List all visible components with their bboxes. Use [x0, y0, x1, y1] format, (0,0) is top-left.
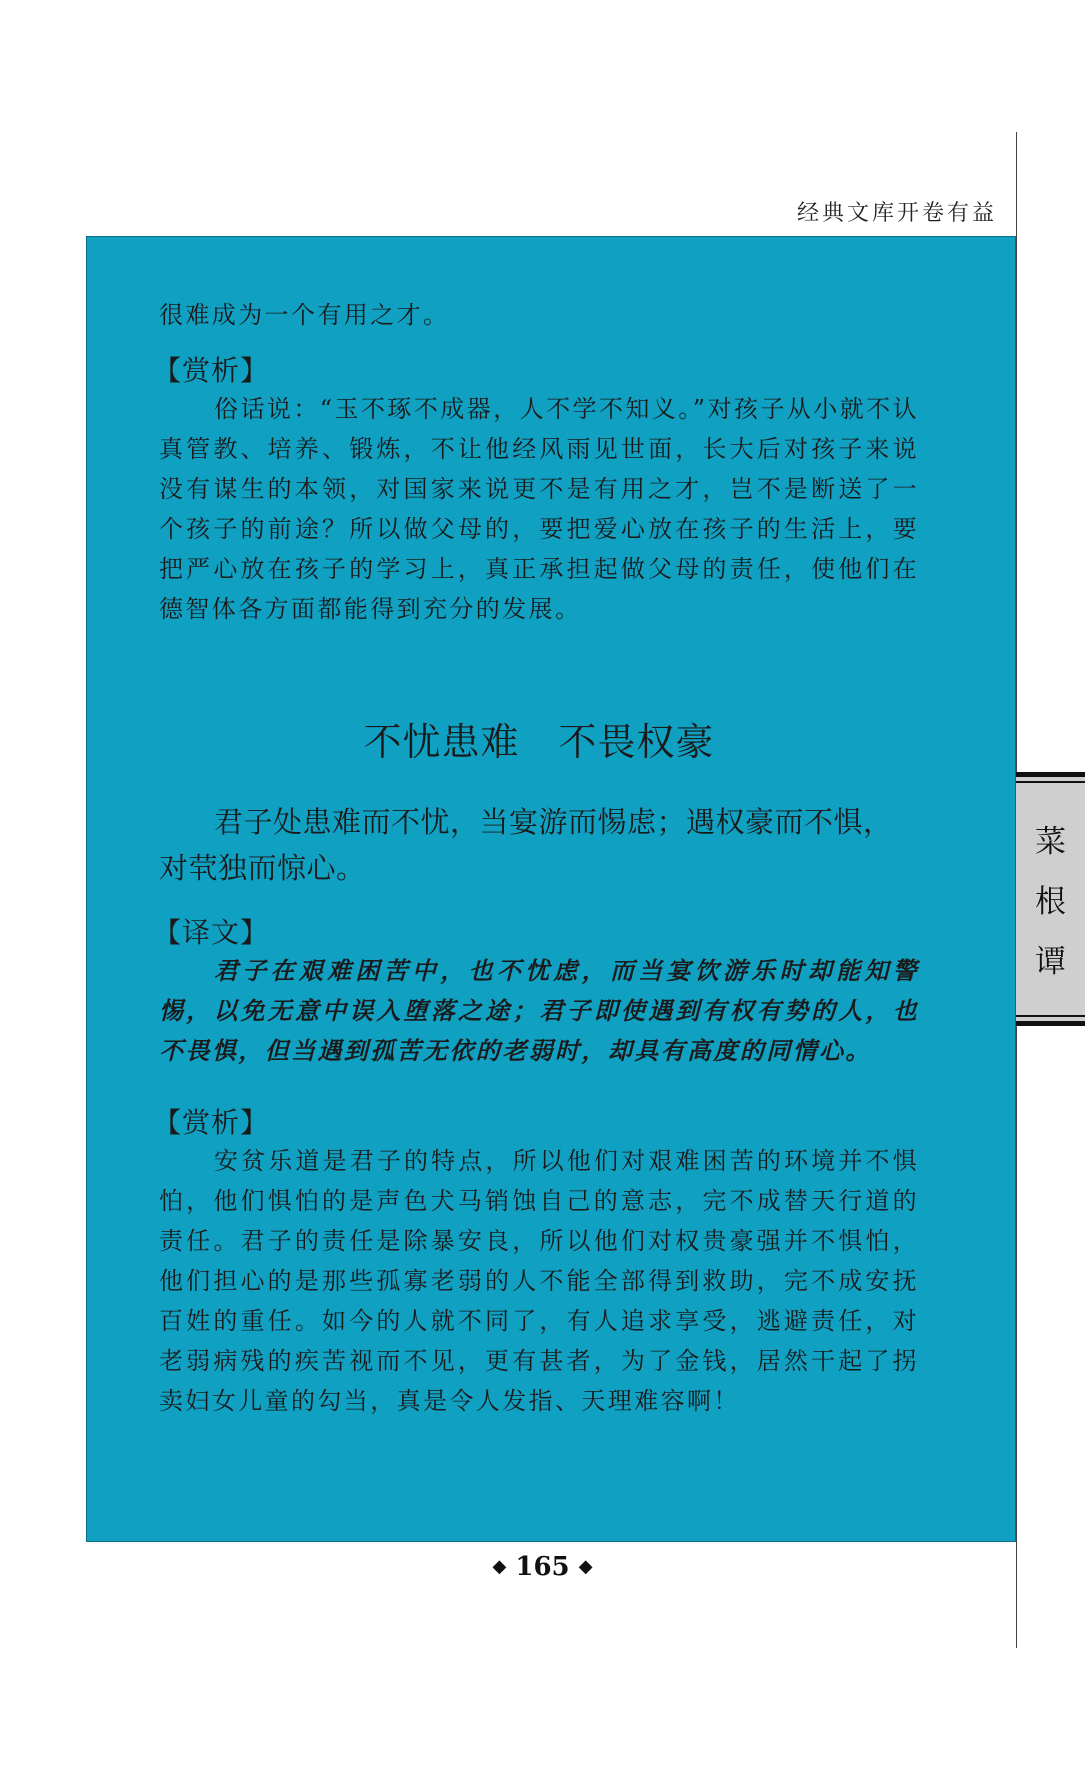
side-tab: [1016, 772, 1085, 1026]
tab-rule-bottom-thin: [1016, 1015, 1085, 1017]
original-text: 君子处患难而不忧，当宴游而惕虑；遇权豪而不惧，对茕独而惊心。: [159, 805, 893, 885]
running-header: 经典文库开卷有益: [796, 201, 997, 226]
section-label-appreciation: 【赏析】: [153, 354, 270, 387]
diamond-icon: ◆: [578, 1556, 593, 1577]
continuation-text: 很难成为一个有用之才。: [159, 301, 450, 329]
side-tab-char: 菜: [1035, 824, 1066, 860]
diamond-icon: ◆: [492, 1556, 507, 1577]
page-number: 165: [515, 1552, 570, 1582]
tab-rule-top-thin: [1016, 781, 1085, 783]
side-tab-title: [1016, 812, 1085, 992]
side-tab-char: 根: [1035, 884, 1066, 920]
entry-title: 不忧患难 不畏权豪: [363, 720, 715, 764]
side-tab-char: 谭: [1035, 944, 1066, 980]
translation-paragraph: 君子在艰难困苦中，也不忧虑，而当宴饮游乐时却能知警惕，以免无意中误入堕落之途；君子即使遇到有权有势的人，也不畏惧，但当遇到孤苦无依的老弱时，却具有高度的同情心。: [159, 956, 919, 1065]
appreciation-paragraph-2: 安贫乐道是君子的特点，所以他们对艰难困苦的环境并不惧怕，他们惧怕的是声色犬马销蚀自己的意志，完不成替天行道的责任。君子的责任是除暴安良，所以他们对权贵豪强并不惧怕，他们担心的是那些孤寡老弱的人不能全部得到救助，完不成安抚百姓的重任。如今的人就不同了，有人追求享受，逃避责任，对老弱病残的疾苦视而不见，更有甚者，为了金钱，居然干起了拐卖妇女儿童的勾当，真是令人发指、天理难容啊！: [159, 1147, 919, 1415]
section-label-appreciation-2: 【赏析】: [153, 1106, 270, 1139]
content-panel: [86, 236, 1016, 1542]
section-label-translation: 【译文】: [153, 916, 270, 949]
page-number-footer: [0, 1552, 1085, 1582]
appreciation-paragraph: 俗话说：“玉不琢不成器，人不学不知义。”对孩子从小就不认真管教、培养、锻炼，不让他经风雨见世面，长大后对孩子来说没有谋生的本领，对国家来说更不是有用之才，岂不是断送了一个孩子的前途？所以做父母的，要把爱心放在孩子的生活上，要把严心放在孩子的学习上，真正承担起做父母的责任，使他们在德智体各方面都能得到充分的发展。: [159, 395, 919, 623]
tab-rule-bottom: [1016, 1021, 1085, 1026]
tab-rule-top: [1016, 772, 1085, 777]
